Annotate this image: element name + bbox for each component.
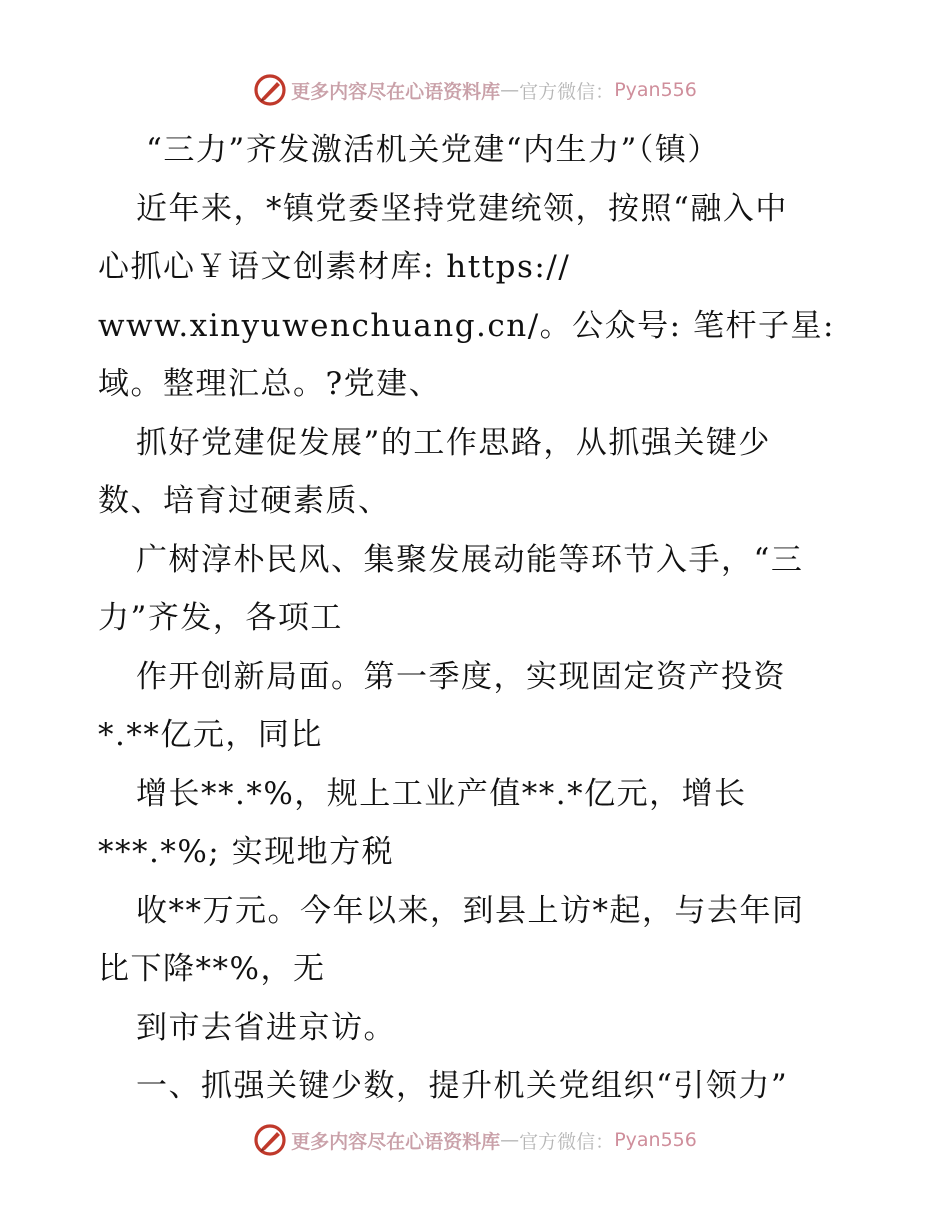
text-line: 力”齐发，各项工 (98, 600, 343, 636)
watermark-wechat-id: Pyan556 (614, 79, 697, 101)
text-line: *.**亿元，同比 (98, 717, 323, 753)
text-line: 近年来，*镇党委坚持党建统领，按照“融入中 (136, 190, 788, 227)
text-line: 增长**.*%，规上工业产值**.*亿元，增长 (136, 775, 747, 812)
watermark-main-text: 更多内容尽在心语资料库 (291, 80, 501, 103)
watermark-main-text: 更多内容尽在心语资料库 (291, 1130, 501, 1153)
header-watermark (0, 70, 950, 110)
quill-logo-icon (253, 1123, 287, 1157)
watermark-wechat-id: Pyan556 (614, 1129, 697, 1151)
footer-watermark (0, 1120, 950, 1160)
text-line: 心抓心￥语文创素材库: https:// (98, 249, 571, 285)
text-line: 作开创新局面。第一季度，实现固定资产投资 (136, 658, 786, 695)
watermark-separator: — (500, 1129, 520, 1151)
document-title: “三力”齐发激活机关党建“内生力”（镇） (146, 132, 720, 168)
section-heading: 一、抓强关键少数，提升机关党组织“引领力” (136, 1068, 789, 1104)
watermark-official-label: 官方微信： (519, 1130, 615, 1153)
watermark-separator: — (500, 79, 520, 101)
text-line: 收**万元。今年以来，到县上访*起，与去年同 (136, 892, 805, 929)
watermark-official-label: 官方微信： (519, 80, 615, 103)
text-line: www.xinyuwenchuang.cn/。公众号: 笔杆子星: (98, 307, 835, 344)
quill-logo-icon (253, 73, 287, 107)
text-line: 广树淳朴民风、集聚发展动能等环节入手，“三 (136, 541, 804, 578)
text-line: 域。整理汇总。?党建、 (98, 366, 442, 402)
text-line: 数、培育过硬素质、 (98, 483, 391, 519)
text-line: 到市去省进京访。 (136, 1009, 396, 1046)
document-body (98, 121, 858, 1116)
text-line: 抓好党建促发展”的工作思路，从抓强关键少 (136, 424, 771, 461)
text-line: ***.*%; 实现地方税 (98, 834, 395, 870)
text-line: 比下降**%，无 (98, 951, 326, 987)
